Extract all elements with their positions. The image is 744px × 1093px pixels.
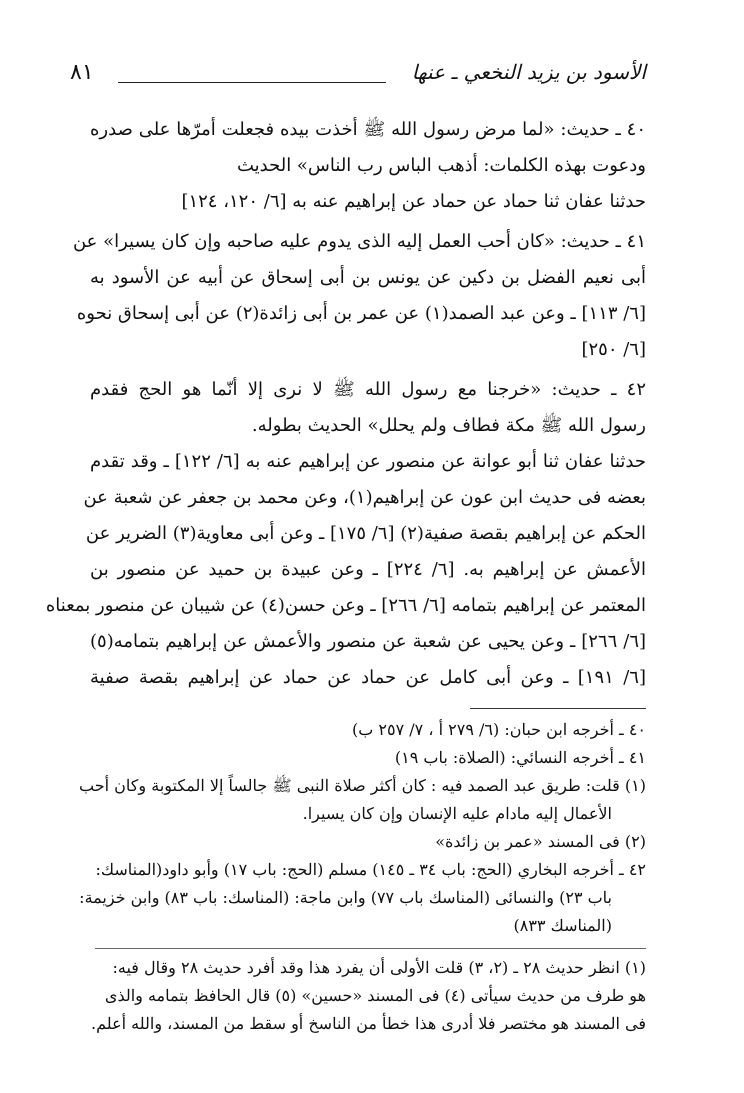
- hadith-line: [٦/ ١٩١] ـ وعن أبى كامل عن حماد عن حماد عن إبراهيم بقصة صفية: [90, 667, 646, 688]
- hadith-line: الحكم عن إبراهيم بقصة صفية(٢) [٦/ ١٧٥] ـ وعن أبى معاوية(٣) الضرير عن: [85, 523, 646, 544]
- footnote-line: هو طرف من حديث سيأتى (٤) فى المسند «حسين» (٥) قال الحافظ بتمامه والذى: [104, 986, 646, 1005]
- footnote-line: الأعمال إليه مادام عليه الإنسان وإن كان يسيرا.: [302, 804, 612, 823]
- hadith-line: ٤٠ ـ حديث: «لما مرض رسول الله ﷺ أخذت بيده فجعلت أمرّها على صدره: [90, 119, 646, 140]
- footnotes-primary: [79, 716, 646, 940]
- hadith-line: أبى نعيم الفضل بن دكين عن يونس بن أبى إسحاق عن أبيه عن الأسود به: [90, 267, 646, 288]
- hadith-line: [٦/ ٢٥٠]: [581, 339, 646, 360]
- footnote-line: (١) قلت: طريق عبد الصمد فيه : كان أكثر صلاة النبى ﷺ جالساً إلا المكتوبة وكان أحب: [79, 776, 646, 795]
- hadith-line: بعضه فى حديث ابن عون عن إبراهيم(١)، وعن محمد بن جعفر عن شعبة عن: [83, 487, 646, 508]
- footnotes-secondary: [91, 954, 646, 1038]
- header-rule: [118, 82, 386, 83]
- footnote-line: (المناسك ٨٣٣): [513, 916, 612, 935]
- hadith-41: [72, 224, 646, 368]
- hadith-line: [٦/ ٢٦٦] ـ وعن يحيى عن شعبة عن منصور والأعمش عن إبراهيم بتمامه(٥): [90, 631, 647, 652]
- main-text: [45, 112, 647, 700]
- hadith-line: المعتمر عن إبراهيم بتمامه [٦/ ٢٦٦] ـ وعن حسن(٤) عن شيبان عن منصور بمعناه: [45, 595, 646, 616]
- hadith-line: حدثنا عفان ثنا أبو عوانة عن منصور عن إبراهيم عنه به [٦/ ١٢٢] ـ وقد تقدم: [90, 451, 646, 472]
- footnote-line: ٤١ ـ أخرجه النسائي: (الصلاة: باب ١٩): [394, 748, 646, 767]
- footnote-rule: [470, 708, 646, 709]
- hadith-42: [45, 372, 647, 696]
- footnote-line: فى المسند هو مختصر فلا أدرى هذا خطأ من الناسخ أو سقط من المسند، والله أعلم.: [91, 1014, 646, 1033]
- hadith-line: ٤١ ـ حديث: «كان أحب العمل إليه الذى يدوم عليه صاحبه وإن كان يسيرا» عن: [72, 231, 646, 252]
- hadith-line: رسول الله ﷺ مكة فطاف ولم يحلل» الحديث بطوله.: [251, 415, 646, 436]
- footnote-line: باب ٢٣) والنسائى (المناسك باب ٧٧) وابن ماجة: (المناسك: باب ٨٣) وابن خزيمة:: [79, 888, 612, 907]
- footnote-line: (٢) فى المسند «عمر بن زائدة»: [435, 832, 646, 851]
- page-number: ٨١: [70, 60, 94, 85]
- footnote-line: (١) انظر حديث ٢٨ ـ (٢، ٣) قلت الأولى أن يفرد هذا وقد أفرد حديث ٢٨ وقال فيه:: [112, 958, 646, 977]
- footnote-line: ٤٢ ـ أخرجه البخاري (الحج: باب ٣٤ ـ ١٤٥) مسلم (الحج: باب ١٧) وأبو داود(المناسك:: [95, 860, 646, 879]
- hadith-line: [٦/ ١١٣] ـ وعن عبد الصمد(١) عن عمر بن أبى زائدة(٢) عن أبى إسحاق نحوه: [76, 303, 646, 324]
- footnote-separator: [95, 948, 646, 949]
- page-header: [70, 52, 646, 92]
- hadith-40: [90, 112, 646, 220]
- hadith-line: الأعمش عن إبراهيم به. [٦/ ٢٢٤] ـ وعن عبيدة بن حميد عن منصور بن: [90, 559, 646, 580]
- running-title: الأسود بن يزيد النخعي ـ عنها: [411, 60, 646, 84]
- footnote-line: ٤٠ ـ أخرجه ابن حبان: (٦/ ٢٧٩ أ ، ٧/ ٢٥٧ ب): [352, 720, 646, 739]
- hadith-line: ودعوت بهذه الكلمات: أذهب الباس رب الناس» الحديث: [236, 155, 646, 176]
- hadith-line: حدثنا عفان ثنا حماد عن حماد عن إبراهيم عنه به [٦/ ١٢٠، ١٢٤]: [181, 191, 646, 212]
- hadith-line: ٤٢ ـ حديث: «خرجنا مع رسول الله ﷺ لا نرى إلا أنّما هو الحج فقدم: [90, 379, 646, 400]
